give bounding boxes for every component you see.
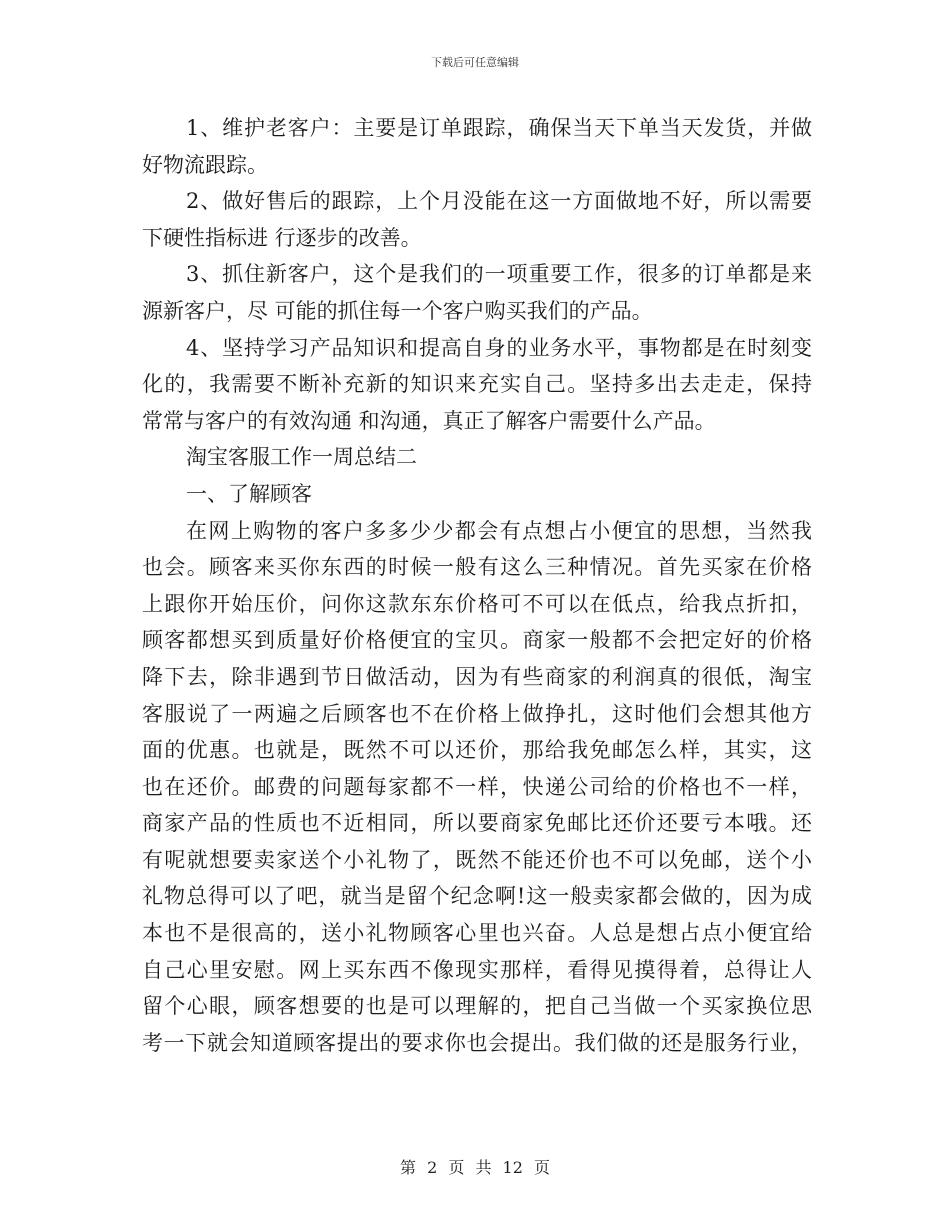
paragraph-line: 也在还价。邮费的问题每家都不一样，快递公司给的价格也不一样， (142, 774, 812, 799)
paragraph-line: 好物流跟踪。 (142, 152, 268, 177)
paragraph-line: 下硬性指标进 行逐步的改善。 (142, 225, 422, 250)
paragraph-line: 考一下就会知道顾客提出的要求你也会提出。我们做的还是服务行业， (142, 1030, 812, 1055)
paragraph-line: 礼物总得可以了吧，就当是留个纪念啊!这一般卖家都会做的，因为成 (142, 884, 812, 909)
document-body (142, 110, 812, 1061)
paragraph-line: 化的，我需要不断补充新的知识来充实自己。坚持多出去走走，保持 (142, 372, 812, 397)
paragraph-line: 在网上购物的客户多多少少都会有点想占小便宜的思想，当然我 (186, 518, 812, 543)
paragraph-line: 商家产品的性质也不近相同，所以要商家免邮比还价还要亏本哦。还 (142, 811, 812, 836)
paragraph-line: 源新客户，尽 可能的抓住每一个客户购买我们的产品。 (142, 298, 653, 323)
paragraph-line: 也会。顾客来买你东西的时候一般有这么三种情况。首先买家在价格 (142, 555, 812, 580)
paragraph-line: 上跟你开始压价，问你这款东东价格可不可以在低点，给我点折扣， (142, 591, 812, 616)
paragraph-line: 3、抓住新客户，这个是我们的一项重要工作，很多的订单都是来 (186, 262, 812, 287)
paragraph-line: 2、做好售后的跟踪，上个月没能在这一方面做地不好，所以需要 (186, 189, 812, 214)
paragraph-line: 有呢就想要卖家送个小礼物了，既然不能还价也不可以免邮，送个小 (142, 847, 812, 872)
paragraph-line: 4、坚持学习产品知识和提高自身的业务水平，事物都是在时刻变 (186, 335, 812, 360)
page-number: 第 2 页 共 12 页 (400, 1158, 550, 1177)
paragraph-line: 本也不是很高的，送小礼物顾客心里也兴奋。人总是想占点小便宜给 (142, 921, 812, 946)
paragraph-line: 降下去，除非遇到节日做活动，因为有些商家的利润真的很低，淘宝 (142, 664, 812, 689)
paragraph-line: 1、维护老客户：主要是订单跟踪，确保当天下单当天发货，并做 (186, 116, 812, 140)
paragraph-line: 留个心眼，顾客想要的也是可以理解的，把自己当做一个买家换位思 (142, 994, 812, 1019)
paragraph-line: 顾客都想买到质量好价格便宜的宝贝。商家一般都不会把定好的价格 (142, 628, 812, 653)
paragraph-line: 面的优惠。也就是，既然不可以还价，那给我免邮怎么样，其实，这 (142, 738, 812, 763)
paragraph-line: 客服说了一两遍之后顾客也不在价格上做挣扎，这时他们会想其他方 (142, 701, 812, 726)
page-header-note: 下载后可任意编辑 (431, 56, 519, 69)
subsection-heading: 一、了解顾客 (186, 481, 312, 506)
section-heading: 淘宝客服工作一周总结二 (186, 445, 417, 470)
paragraph-line: 自己心里安慰。网上买东西不像现实那样，看得见摸得着，总得让人 (142, 957, 812, 982)
paragraph-line: 常常与客户的有效沟通 和沟通，真正了解客户需要什么产品。 (142, 408, 716, 433)
